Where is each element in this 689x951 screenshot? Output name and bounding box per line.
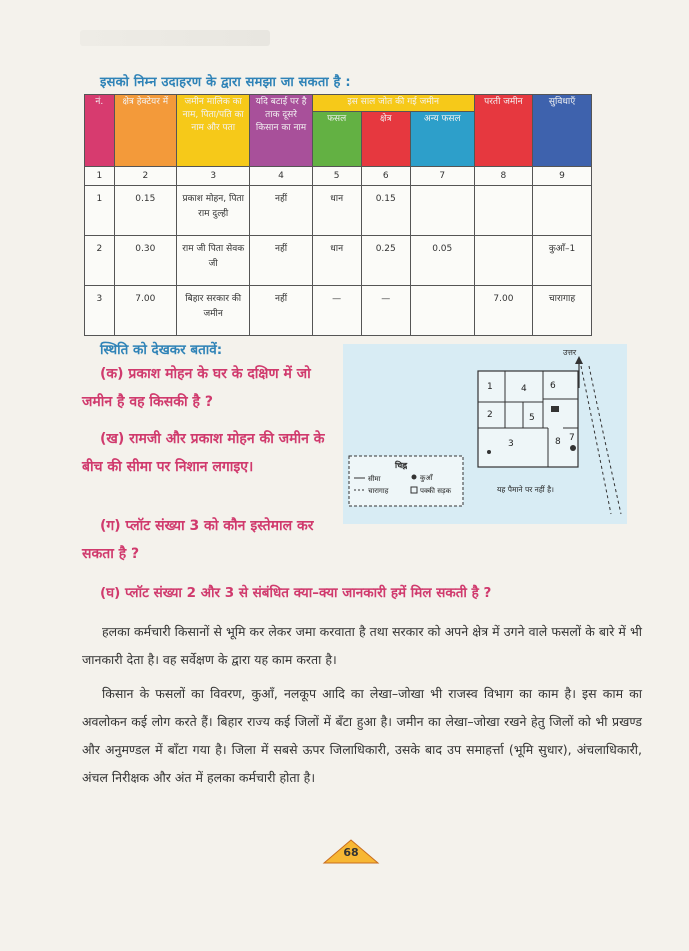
cell-area: 0.15 xyxy=(114,186,176,236)
plot-number: 5 xyxy=(529,413,535,423)
plot-number: 2 xyxy=(487,410,493,420)
cell-other-crop xyxy=(410,286,474,336)
question-c: (ग) प्लॉट संख्या 3 को कौन इस्तेमाल कर सकता है ? xyxy=(82,518,314,562)
cell-owner: बिहार सरकार की जमीन xyxy=(176,286,249,336)
col-number: 1 xyxy=(85,167,115,186)
cell-area: 7.00 xyxy=(114,286,176,336)
paragraph-1: हलका कर्मचारी किसानों से भूमि कर लेकर जमा करवाता है तथा सरकार को अपने क्षेत्र में उगने वाले फसलों के बारे में भी जानकारी देता है। वह सर्वेक्षण के द्वारा यह काम करता है। xyxy=(82,624,642,667)
col-header-owner: जमीन मालिक का नाम, पिता/पति का नाम और पता xyxy=(176,95,249,167)
col-header-field-area: क्षेत्र xyxy=(361,112,410,167)
col-number: 3 xyxy=(176,167,249,186)
paragraph-2: किसान के फसलों का विवरण, कुआँ, नलकूप आदि का लेखा–जोखा भी राजस्व विभाग का काम है। इस काम का अवलोकन कई लोग करते हैं। बिहार राज्य कई जिलों में बँटा हुआ है। जमीन का लेखा–जोखा रखने हेतु जिलों को भी प्रखण्ड और अनुमण्डल में बाँटा गया है। जिला में सबसे ऊपर जिलाधिकारी, उसके बाद उप समाहर्त्ता (भूमि सुधार), अंचलाधिकारी, अंचल निरीक्षक और अंत में हलका कर्मचारी होता है। xyxy=(82,686,642,785)
col-header-other-crop: अन्य फसल xyxy=(410,112,474,167)
col-header-area: क्षेत्र हेक्टेयर में xyxy=(114,95,176,167)
north-label: उत्तर xyxy=(563,348,577,357)
plot-number: 3 xyxy=(508,439,514,449)
cell-crop: — xyxy=(312,286,361,336)
col-header-sharecrop: यदि बटाई पर है ताक दूसरे किसान का नाम xyxy=(250,95,312,167)
well-icon xyxy=(570,445,576,451)
question-d: (घ) प्लॉट संख्या 2 और 3 से संबंधित क्या–क्या जानकारी हमें मिल सकती है ? xyxy=(100,585,492,601)
col-header-crop: फसल xyxy=(312,112,361,167)
faded-header-band xyxy=(80,30,270,46)
table-row xyxy=(85,286,592,336)
cell-crop: धान xyxy=(312,236,361,286)
land-map-drawing xyxy=(343,344,627,524)
table-row xyxy=(85,186,592,236)
cell-area: 0.30 xyxy=(114,236,176,286)
col-number: 9 xyxy=(533,167,592,186)
plot-area xyxy=(478,371,578,467)
questions-heading: स्थिति को देखकर बतावें: xyxy=(100,342,223,358)
column-number-row xyxy=(85,167,592,186)
question-b: (ख) रामजी और प्रकाश मोहन की जमीन के बीच की सीमा पर निशान लगाइए। xyxy=(82,431,325,475)
cell-facilities xyxy=(533,186,592,236)
cell-field-area: 0.25 xyxy=(361,236,410,286)
col-header-this-year: इस साल जोत की गई जमीन xyxy=(312,95,474,112)
cell-other-crop xyxy=(410,186,474,236)
cell-fallow xyxy=(474,236,532,286)
col-number: 6 xyxy=(361,167,410,186)
plot-number: 1 xyxy=(487,382,493,392)
plot-number: 4 xyxy=(521,384,527,394)
col-header-fallow: परती जमीन xyxy=(474,95,532,167)
road-line xyxy=(581,366,611,514)
legend-item: कुआँ xyxy=(420,474,433,482)
cell-owner: राम जी पिता सेवक जी xyxy=(176,236,249,286)
cell-crop: धान xyxy=(312,186,361,236)
plot-number: 6 xyxy=(550,381,556,391)
section-title: इसको निम्न उदाहरण के द्वारा समझा जा सकता है : xyxy=(100,75,351,90)
legend-item: चारागाह xyxy=(368,487,389,495)
plot-number: 7 xyxy=(569,433,575,443)
cell-fallow: 7.00 xyxy=(474,286,532,336)
cell-sharecrop: नहीं xyxy=(250,236,312,286)
cell-no: 2 xyxy=(85,236,115,286)
col-header-no: नं. xyxy=(85,95,115,167)
table-row xyxy=(85,236,592,286)
legend-item: सीमा xyxy=(368,475,381,483)
cell-no: 3 xyxy=(85,286,115,336)
cell-sharecrop: नहीं xyxy=(250,186,312,236)
col-number: 8 xyxy=(474,167,532,186)
well-legend-icon xyxy=(412,475,417,480)
cell-facilities: कुआँ–1 xyxy=(533,236,592,286)
road-line xyxy=(589,366,621,514)
page-number-badge xyxy=(322,838,380,864)
cell-other-crop: 0.05 xyxy=(410,236,474,286)
col-number: 5 xyxy=(312,167,361,186)
cell-no: 1 xyxy=(85,186,115,236)
north-arrowhead-icon xyxy=(575,356,583,364)
cell-field-area: 0.15 xyxy=(361,186,410,236)
house-icon xyxy=(551,406,559,412)
well-icon xyxy=(487,450,491,454)
scale-note: यह पैमाने पर नहीं है। xyxy=(497,485,554,494)
cell-owner: प्रकाश मोहन, पिता राम दुल्ही xyxy=(176,186,249,236)
col-header-facilities: सुविधाएँ xyxy=(533,95,592,167)
cell-fallow xyxy=(474,186,532,236)
land-map xyxy=(343,344,627,524)
land-record-table xyxy=(84,94,592,336)
col-number: 7 xyxy=(410,167,474,186)
col-number: 4 xyxy=(250,167,312,186)
plot-number: 8 xyxy=(555,437,561,447)
question-a: (क) प्रकाश मोहन के घर के दक्षिण में जो जमीन है वह किसकी है ? xyxy=(82,366,311,410)
cell-field-area: — xyxy=(361,286,410,336)
legend-item: पक्की सड़क xyxy=(420,487,452,495)
cell-sharecrop: नहीं xyxy=(250,286,312,336)
col-number: 2 xyxy=(114,167,176,186)
legend-title: चिह्न xyxy=(395,461,408,470)
cell-facilities: चारागाह xyxy=(533,286,592,336)
page-number: 68 xyxy=(343,846,359,859)
